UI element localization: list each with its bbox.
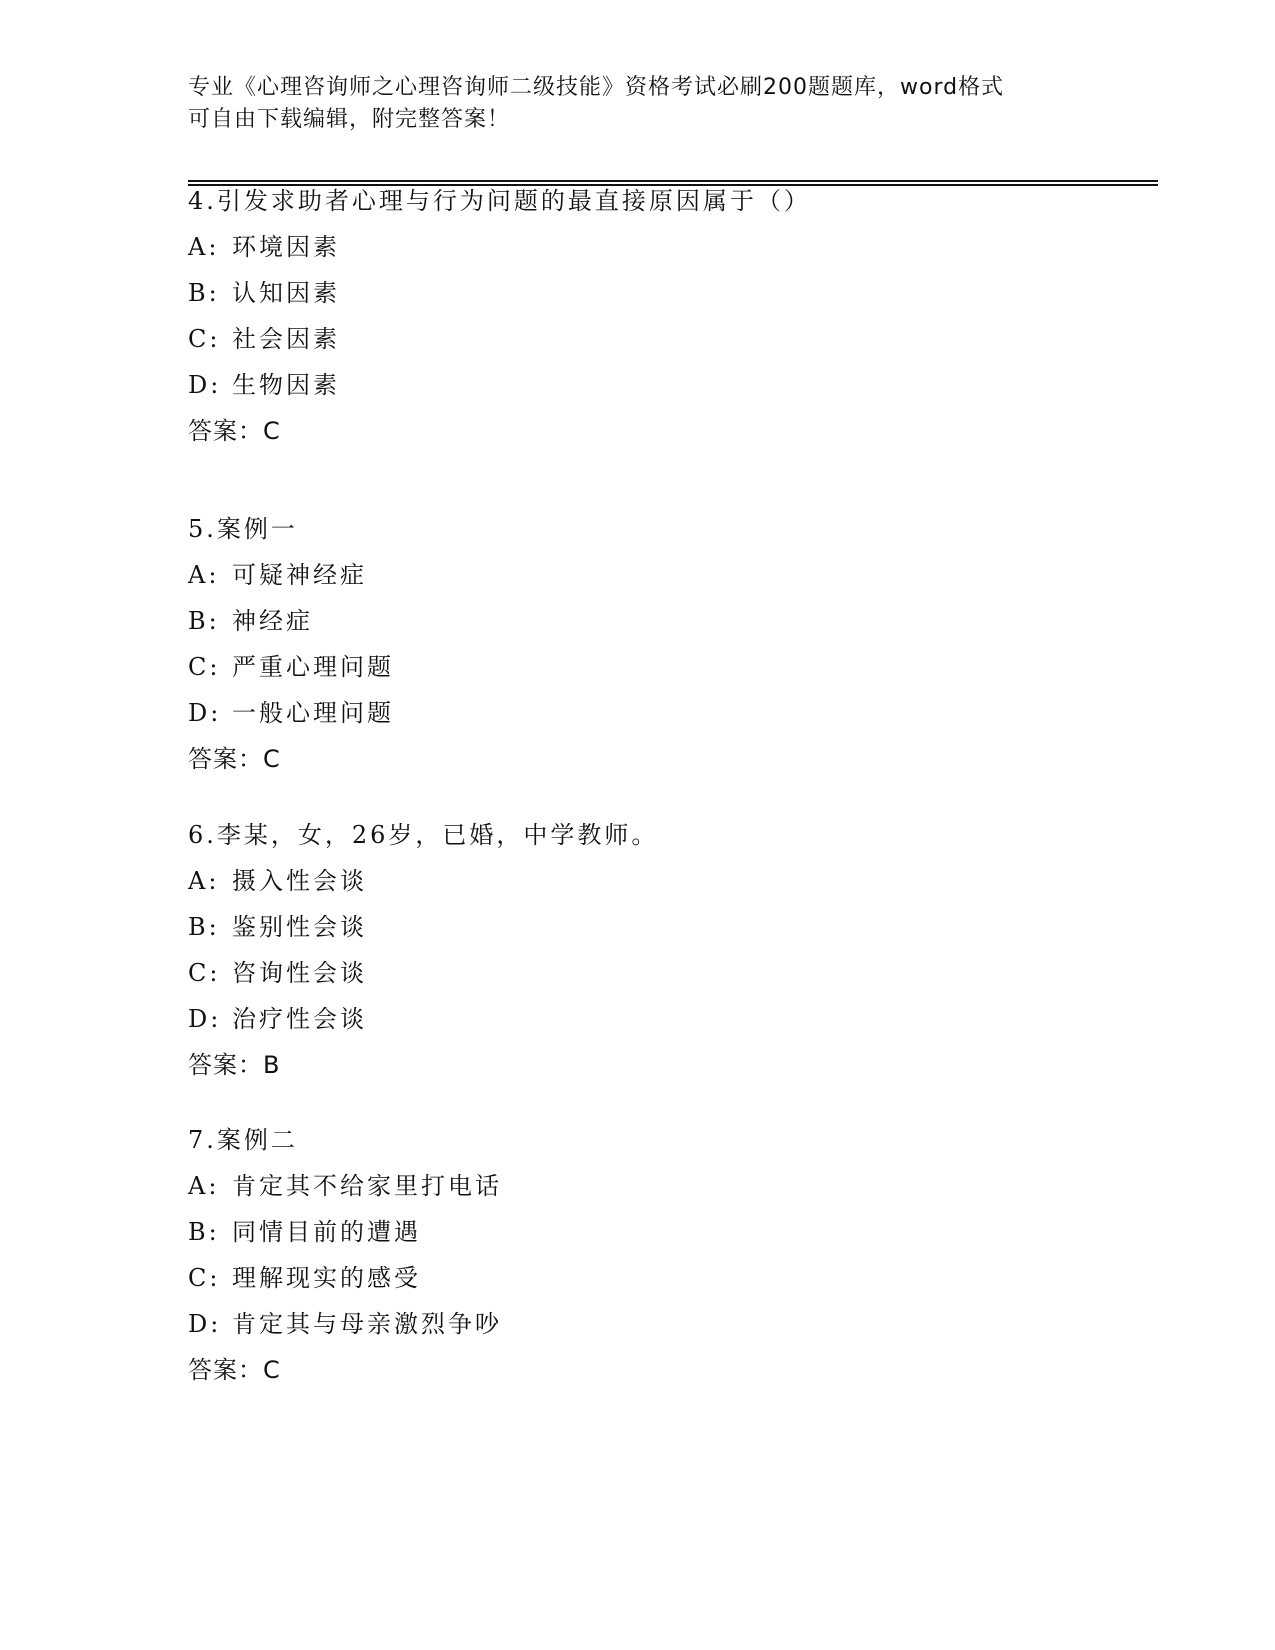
option-key: B: [188, 607, 220, 635]
option-b [188, 270, 1168, 316]
question-title: 4.引发求助者心理与行为问题的最直接原因属于（） [188, 187, 811, 215]
option-key: A: [188, 561, 220, 589]
question-title: 6.李某，女，26岁，已婚，中学教师。 [188, 821, 659, 849]
option-text: 肯定其不给家里打电话 [232, 1172, 502, 1200]
option-key: B: [188, 913, 220, 941]
option-text: 摄入性会谈 [232, 867, 367, 895]
option-key: B: [188, 279, 220, 307]
option-text: 咨询性会谈 [232, 959, 367, 987]
option-key: D: [188, 699, 222, 727]
option-text: 认知因素 [232, 279, 340, 307]
question-block [188, 506, 1168, 782]
option-text: 一般心理问题 [232, 699, 394, 727]
question-title: 5.案例一 [188, 515, 298, 543]
option-key: B: [188, 1218, 220, 1246]
option-key: C: [188, 1264, 221, 1292]
option-b [188, 1209, 1168, 1255]
header-line-1: 专业《心理咨询师之心理咨询师二级技能》资格考试必刷200题题库，word格式 [188, 75, 1005, 100]
option-c [188, 1255, 1168, 1301]
header-line-2: 可自由下载编辑，附完整答案！ [188, 107, 511, 132]
option-key: A: [188, 867, 220, 895]
option-key: C: [188, 325, 221, 353]
option-a [188, 224, 1168, 270]
option-text: 肯定其与母亲激烈争吵 [232, 1310, 502, 1338]
option-key: C: [188, 959, 221, 987]
option-b [188, 598, 1168, 644]
option-text: 治疗性会谈 [232, 1005, 367, 1033]
option-key: D: [188, 1310, 222, 1338]
option-key: D: [188, 371, 222, 399]
option-a [188, 1163, 1168, 1209]
option-d [188, 690, 1168, 736]
option-text: 鉴别性会谈 [232, 913, 367, 941]
option-c [188, 644, 1168, 690]
option-text: 社会因素 [232, 325, 340, 353]
option-text: 神经症 [232, 607, 313, 635]
question-block [188, 812, 1168, 1088]
option-text: 严重心理问题 [232, 653, 394, 681]
document-header [188, 72, 1068, 136]
option-a [188, 552, 1168, 598]
answer-line: 答案：B [188, 1051, 281, 1079]
option-text: 环境因素 [232, 233, 340, 261]
option-text: 生物因素 [232, 371, 340, 399]
option-key: C: [188, 653, 221, 681]
option-c [188, 316, 1168, 362]
option-key: A: [188, 233, 220, 261]
option-text: 理解现实的感受 [232, 1264, 421, 1292]
option-d [188, 996, 1168, 1042]
option-c [188, 950, 1168, 996]
option-text: 同情目前的遭遇 [232, 1218, 421, 1246]
question-block [188, 1117, 1168, 1393]
answer-line: 答案：C [188, 1356, 281, 1384]
option-key: A: [188, 1172, 220, 1200]
option-key: D: [188, 1005, 222, 1033]
option-a [188, 858, 1168, 904]
option-text: 可疑神经症 [232, 561, 367, 589]
question-block [188, 178, 1168, 454]
answer-line: 答案：C [188, 417, 281, 445]
option-b [188, 904, 1168, 950]
question-title: 7.案例二 [188, 1126, 298, 1154]
option-d [188, 1301, 1168, 1347]
answer-line: 答案：C [188, 745, 281, 773]
option-d [188, 362, 1168, 408]
